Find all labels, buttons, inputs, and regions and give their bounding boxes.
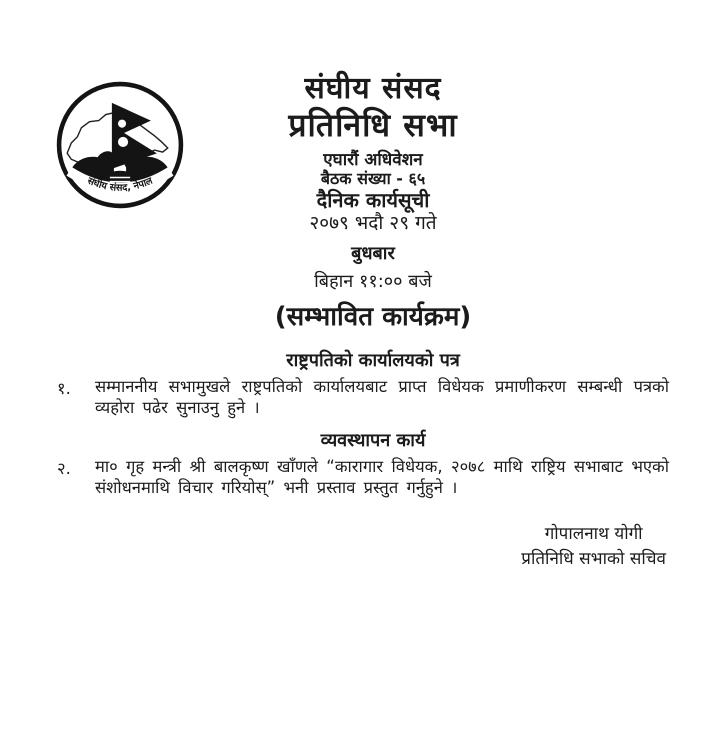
agenda-item-number: २. [57,459,71,478]
section-heading-president-letter: राष्ट्रपतिको कार्यालयको पत्र [286,350,460,371]
org-title: संघीय संसद [304,71,442,106]
emblem-caption: संघीय संसद, नेपाल [85,175,155,194]
signature-block [521,522,666,572]
agenda-item-text: मा० गृह मन्त्री श्री बालकृष्ण खाँणले “कारागार विधेयक, २०७८ माथि राष्ट्रिय सभाबाट भएको संशोधनमाथि विचार गरियोस्” भनी प्रस्ताव प्रस्तुत गर्नुहुने । [95,457,669,497]
date-line: २०७९ भदौ २९ गते [309,212,437,234]
document-type: दैनिक कार्यसूची [316,188,430,212]
signatory-title: प्रतिनिधि सभाको सचिव [521,549,666,569]
org-subtitle: प्रतिनिधि सभा [288,106,458,144]
agenda-item-1 [57,376,669,418]
signatory-name: गोपालनाथ योगी [544,524,643,544]
agenda-item-text: सम्माननीय सभामुखले राष्ट्रपतिको कार्यालयबाट प्राप्त विधेयक प्रमाणीकरण सम्बन्धी पत्रको व्यहोरा पढेर सुनाउनु हुने । [95,377,669,417]
session-line: एघारौं अधिवेशन [323,150,423,170]
weekday-line: बुधबार [351,243,395,264]
time-line: बिहान ११:०० बजे [314,271,432,292]
agenda-item-number: १. [57,379,71,398]
programme-title: (सम्भावित कार्यक्रम) [274,302,472,332]
section-heading-legislative-business: व्यवस्थापन कार्य [320,430,426,451]
meeting-number: बैठक संख्या - ६५ [320,169,426,188]
agenda-item-2 [57,456,669,498]
